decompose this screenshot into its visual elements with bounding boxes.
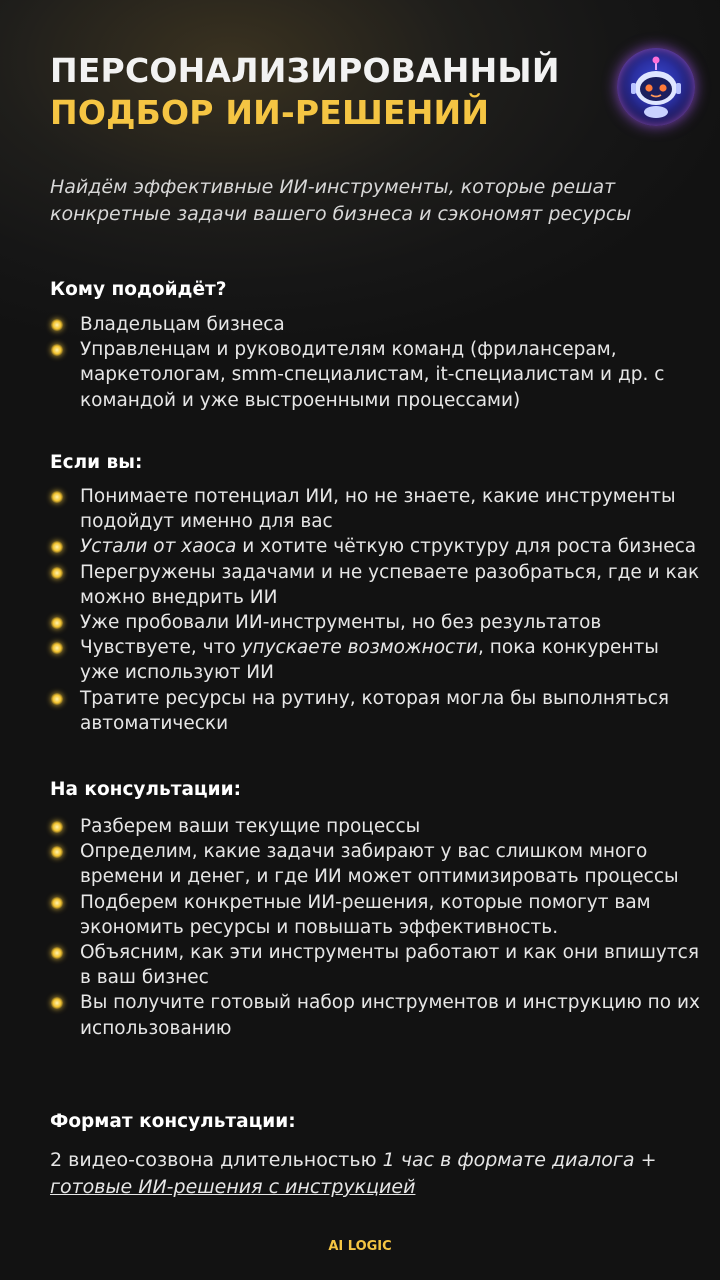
list-item — [50, 337, 700, 413]
bullet-icon — [51, 693, 63, 705]
list-item-text: Определим, какие задачи забирают у вас слишком много времени и денег, и где ИИ может оптимизировать процессы — [80, 841, 679, 888]
list-item-text: , пока конкуренты уже используют ИИ — [80, 637, 659, 684]
bullet-icon — [51, 541, 63, 553]
bullet-icon — [51, 821, 63, 833]
consultation-list — [50, 814, 700, 1041]
list-item — [50, 534, 700, 559]
audience-heading: Кому подойдёт? — [50, 279, 227, 300]
bullet-icon — [51, 947, 63, 959]
format-text — [50, 1147, 690, 1201]
list-item-emphasis: упускаете возможности — [241, 637, 479, 659]
list-item-text: Управленцам и руководителям команд (фрилансерам, маркетологам, smm-специалистам, it-специалистам и др. с командой и уже выстроенными процессами) — [80, 339, 665, 411]
bullet-icon — [51, 319, 63, 331]
robot-icon — [617, 48, 695, 126]
format-text-emphasis: 1 час в формате диалога — [382, 1149, 635, 1171]
list-item-emphasis: Устали от хаоса — [80, 536, 237, 558]
list-item-text: Чувствуете, что — [80, 637, 242, 659]
list-item — [50, 610, 700, 635]
list-item — [50, 484, 700, 534]
list-item — [50, 839, 700, 889]
title-line-2: ПОДБОР ИИ-РЕШЕНИЙ — [50, 93, 490, 132]
list-item-text: Владельцам бизнеса — [80, 314, 285, 335]
list-item-text: Перегружены задачами и не успеваете разобраться, где и как можно внедрить ИИ — [80, 561, 700, 608]
list-item-text: Тратите ресурсы на рутину, которая могла бы выполняться автоматически — [80, 687, 670, 734]
title-line-1: ПЕРСОНАЛИЗИРОВАННЫЙ — [50, 51, 560, 90]
list-item-text: Вы получите готовый набор инструментов и инструкцию по их использованию — [80, 992, 700, 1039]
bullet-icon — [51, 491, 63, 503]
list-item — [50, 990, 700, 1040]
list-item — [50, 814, 700, 839]
page-title — [50, 50, 560, 134]
list-item-text: Понимаете потенциал ИИ, но не знаете, какие инструменты подойдут именно для вас — [80, 486, 676, 533]
format-text-underlined: готовые ИИ-решения с инструкцией — [50, 1176, 416, 1198]
list-item-text: и хотите чёткую структуру для роста бизнеса — [236, 536, 697, 558]
pains-list — [50, 484, 700, 736]
consultation-heading: На консультации: — [50, 779, 241, 800]
list-item-text: Уже пробовали ИИ-инструменты, но без результатов — [80, 612, 602, 634]
list-item — [50, 635, 700, 685]
list-item — [50, 686, 700, 736]
bullet-icon — [51, 617, 63, 629]
list-item — [50, 560, 700, 610]
bullet-icon — [51, 846, 63, 858]
bullet-icon — [51, 567, 63, 579]
subtitle: Найдём эффективные ИИ-инструменты, которые решат конкретные задачи вашего бизнеса и сэкономят ресурсы — [50, 176, 632, 225]
format-text-plus: + — [634, 1149, 657, 1171]
list-item — [50, 940, 700, 990]
list-item-text: Разберем ваши текущие процессы — [80, 816, 421, 837]
list-item-text: Объясним, как эти инструменты работают и как они впишутся в ваш бизнес — [80, 942, 699, 989]
list-item — [50, 312, 700, 337]
audience-list — [50, 312, 700, 413]
bullet-icon — [51, 997, 63, 1009]
pains-heading: Если вы: — [50, 452, 143, 473]
bullet-icon — [51, 344, 63, 356]
list-item — [50, 890, 700, 940]
brand-label: AI LOGIC — [328, 1239, 392, 1254]
bullet-icon — [51, 642, 63, 654]
format-text-plain: 2 видео-созвона длительностью — [50, 1149, 383, 1171]
list-item-text: Подберем конкретные ИИ-решения, которые помогут вам экономить ресурсы и повышать эффективность. — [80, 891, 651, 938]
format-heading: Формат консультации: — [50, 1111, 296, 1132]
bullet-icon — [51, 897, 63, 909]
